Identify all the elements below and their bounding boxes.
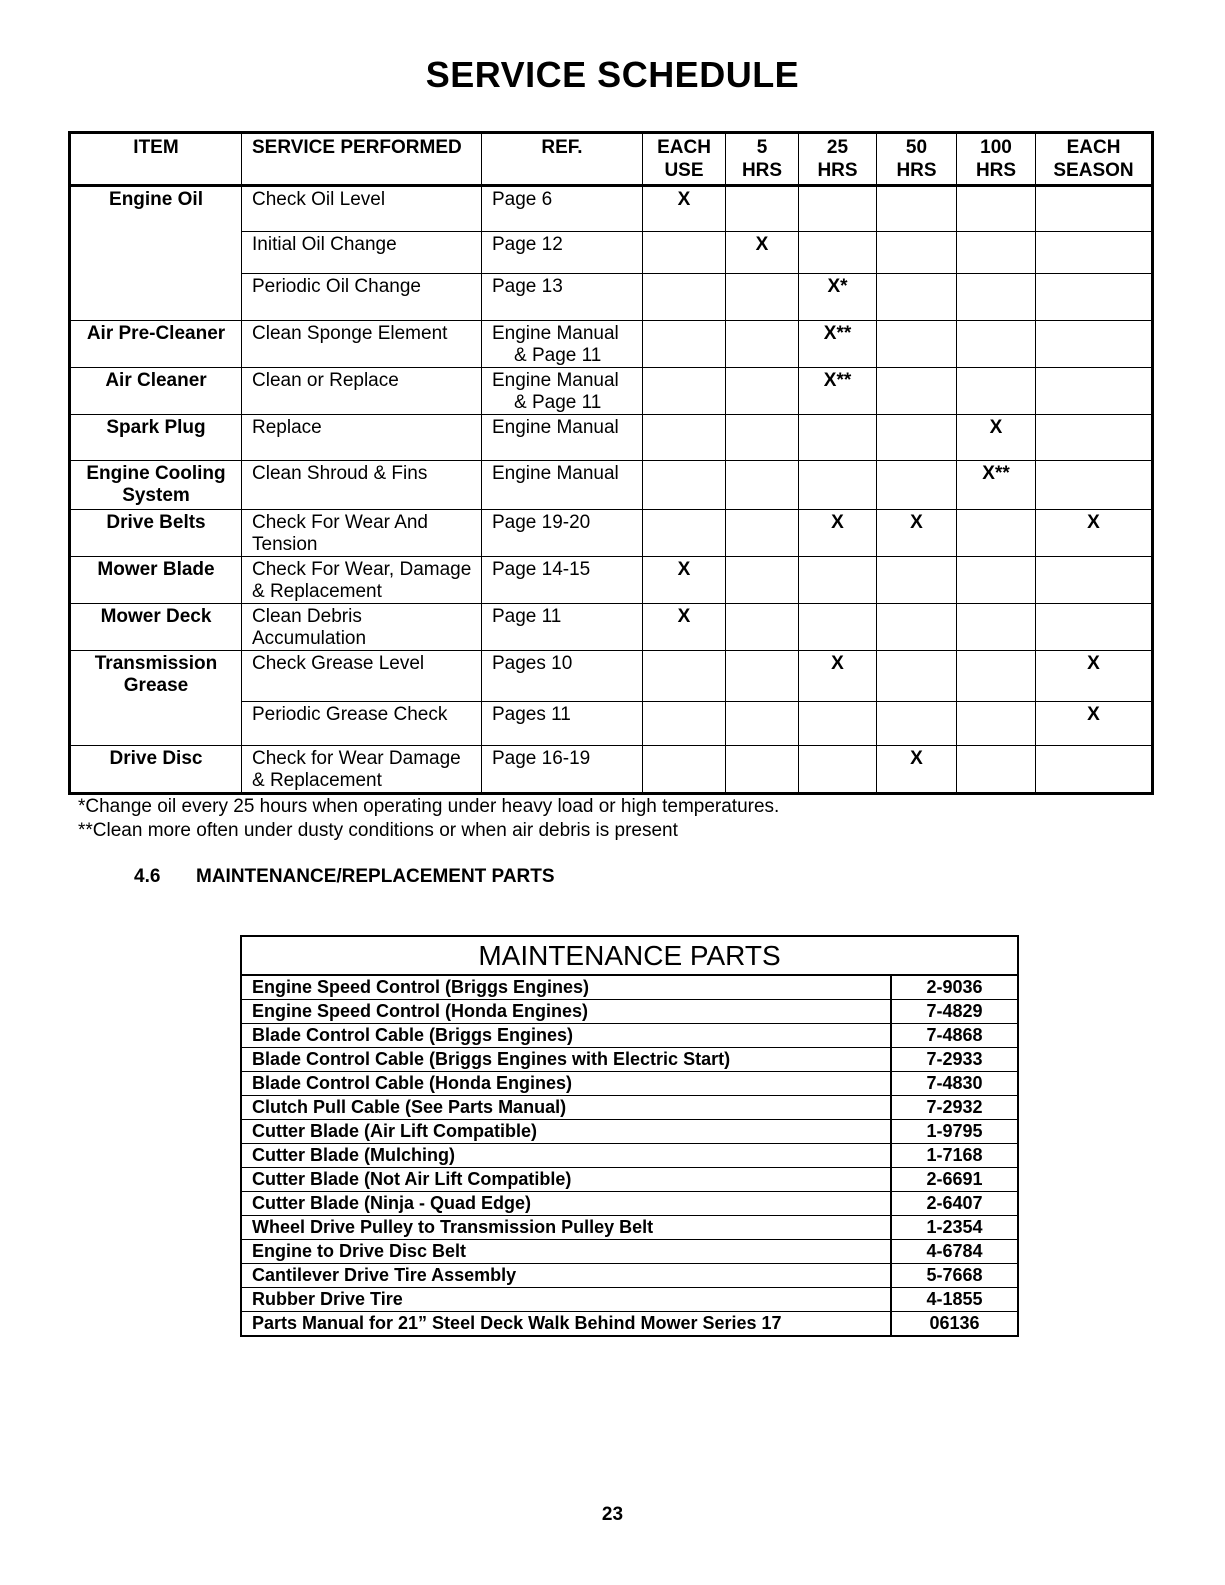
schedule-mark: [1036, 368, 1153, 415]
schedule-mark: [1036, 274, 1153, 321]
schedule-row: [70, 368, 1153, 415]
schedule-service: Periodic Grease Check: [242, 702, 482, 746]
schedule-mark: [799, 746, 877, 794]
parts-row: [241, 1168, 1018, 1192]
schedule-mark: [726, 274, 799, 321]
schedule-mark: [726, 702, 799, 746]
page-number: 23: [601, 1504, 624, 1525]
schedule-mark: [643, 232, 726, 274]
schedule-header-row: [70, 133, 1153, 186]
page-title: SERVICE SCHEDULE: [425, 54, 800, 95]
schedule-item: [70, 274, 242, 321]
header-line2: HRS: [741, 160, 783, 181]
schedule-ref-line1: Engine Manual: [492, 370, 619, 391]
schedule-ref: [482, 321, 643, 368]
footnote-clean: **Clean more often under dusty conditions or when air debris is present: [78, 820, 678, 841]
part-name: Cutter Blade (Not Air Lift Compatible): [241, 1168, 891, 1192]
schedule-row: [70, 232, 1153, 274]
schedule-mark: X: [799, 510, 877, 557]
schedule-ref-line1: Page 19-20: [492, 512, 591, 533]
header-line1: 50: [905, 137, 928, 158]
part-number: 7-4868: [891, 1024, 1018, 1048]
schedule-service: Clean Debris Accumulation: [242, 604, 482, 651]
schedule-ref: [482, 232, 643, 274]
schedule-ref-line1: Page 16-19: [492, 748, 591, 769]
schedule-mark: X**: [957, 461, 1036, 510]
schedule-mark: X**: [799, 368, 877, 415]
schedule-mark: X: [877, 746, 957, 794]
part-name: Cutter Blade (Mulching): [241, 1144, 891, 1168]
part-number: 4-1855: [891, 1288, 1018, 1312]
schedule-mark: [643, 415, 726, 461]
schedule-mark: [877, 321, 957, 368]
part-number: 7-2933: [891, 1048, 1018, 1072]
schedule-ref-line1: Pages 10: [492, 653, 573, 674]
part-number: 1-9795: [891, 1120, 1018, 1144]
header-line2: HRS: [817, 160, 858, 181]
schedule-service: Replace: [242, 415, 482, 461]
schedule-mark: X*: [799, 274, 877, 321]
parts-table-title: MAINTENANCE PARTS: [241, 936, 1018, 975]
schedule-ref-line1: Page 11: [492, 606, 562, 627]
schedule-item: Mower Blade: [70, 557, 242, 604]
schedule-mark: [877, 557, 957, 604]
schedule-mark: [643, 702, 726, 746]
schedule-service: Check for Wear Damage & Replacement: [242, 746, 482, 794]
footnote-oil: *Change oil every 25 hours when operating under heavy load or high temperatures.: [78, 796, 780, 817]
section-title: MAINTENANCE/REPLACEMENT PARTS: [196, 866, 555, 887]
schedule-mark: [877, 651, 957, 702]
parts-row: [241, 1048, 1018, 1072]
schedule-service: Clean or Replace: [242, 368, 482, 415]
service-schedule-table: [68, 131, 1154, 795]
schedule-mark: [957, 186, 1036, 232]
schedule-row: [70, 651, 1153, 702]
schedule-mark: [1036, 461, 1153, 510]
schedule-row: [70, 461, 1153, 510]
schedule-mark: [799, 415, 877, 461]
part-number: 1-7168: [891, 1144, 1018, 1168]
schedule-mark: X: [877, 510, 957, 557]
schedule-mark: [643, 510, 726, 557]
part-number: 2-9036: [891, 975, 1018, 1000]
part-number: 7-4829: [891, 1000, 1018, 1024]
schedule-mark: X: [643, 186, 726, 232]
header-line2: SEASON: [1053, 160, 1134, 181]
schedule-mark: [726, 186, 799, 232]
schedule-ref-line1: Page 13: [492, 276, 563, 297]
schedule-item: Mower Deck: [70, 604, 242, 651]
schedule-row: [70, 604, 1153, 651]
parts-row: [241, 1216, 1018, 1240]
schedule-mark: [643, 274, 726, 321]
header-line1: ITEM: [133, 137, 179, 158]
parts-row: [241, 1072, 1018, 1096]
schedule-service: Check For Wear And Tension: [242, 510, 482, 557]
schedule-mark: X: [1036, 651, 1153, 702]
schedule-ref: [482, 461, 643, 510]
header-line2: USE: [664, 160, 704, 181]
schedule-mark: [726, 510, 799, 557]
parts-row: [241, 975, 1018, 1000]
schedule-service: Initial Oil Change: [242, 232, 482, 274]
part-name: Blade Control Cable (Briggs Engines): [241, 1024, 891, 1048]
header-item: [70, 133, 242, 186]
schedule-mark: [726, 746, 799, 794]
schedule-mark: [1036, 746, 1153, 794]
schedule-mark: [957, 651, 1036, 702]
schedule-item: Transmission Grease: [70, 651, 242, 702]
schedule-service: Clean Shroud & Fins: [242, 461, 482, 510]
schedule-mark: [643, 746, 726, 794]
part-name: Cantilever Drive Tire Assembly: [241, 1264, 891, 1288]
schedule-mark: [957, 274, 1036, 321]
part-number: 2-6691: [891, 1168, 1018, 1192]
header-line1: EACH: [657, 137, 711, 158]
schedule-mark: [726, 461, 799, 510]
schedule-mark: X: [1036, 702, 1153, 746]
schedule-row: [70, 186, 1153, 232]
header-line2: HRS: [896, 160, 937, 181]
schedule-mark: [1036, 321, 1153, 368]
schedule-ref: [482, 274, 643, 321]
part-number: 4-6784: [891, 1240, 1018, 1264]
part-name: Engine Speed Control (Honda Engines): [241, 1000, 891, 1024]
schedule-ref-line1: Engine Manual: [492, 417, 619, 438]
schedule-row: [70, 510, 1153, 557]
schedule-ref: [482, 604, 643, 651]
schedule-ref-line1: Page 12: [492, 234, 563, 255]
schedule-mark: X: [1036, 510, 1153, 557]
parts-row: [241, 1240, 1018, 1264]
schedule-row: [70, 321, 1153, 368]
schedule-row: [70, 415, 1153, 461]
schedule-service: Clean Sponge Element: [242, 321, 482, 368]
schedule-mark: [726, 604, 799, 651]
schedule-mark: [643, 368, 726, 415]
schedule-mark: [799, 186, 877, 232]
parts-row: [241, 1288, 1018, 1312]
schedule-mark: X: [643, 557, 726, 604]
schedule-mark: [643, 651, 726, 702]
schedule-mark: [957, 746, 1036, 794]
header-each-use: [643, 133, 726, 186]
parts-row: [241, 1264, 1018, 1288]
part-name: Engine Speed Control (Briggs Engines): [241, 975, 891, 1000]
schedule-ref: [482, 557, 643, 604]
parts-row: [241, 1000, 1018, 1024]
part-number: 7-4830: [891, 1072, 1018, 1096]
schedule-row: [70, 557, 1153, 604]
header-line1: REF.: [541, 137, 583, 158]
schedule-mark: [957, 510, 1036, 557]
part-name: Cutter Blade (Air Lift Compatible): [241, 1120, 891, 1144]
part-name: Parts Manual for 21” Steel Deck Walk Behind Mower Series 17: [241, 1312, 891, 1337]
schedule-mark: [726, 415, 799, 461]
header-line1: SERVICE PERFORMED: [252, 137, 462, 158]
schedule-mark: [957, 604, 1036, 651]
schedule-ref-line1: Page 6: [492, 189, 553, 210]
schedule-mark: [643, 461, 726, 510]
header-50-hrs: [877, 133, 957, 186]
parts-row: [241, 1024, 1018, 1048]
part-number: 1-2354: [891, 1216, 1018, 1240]
schedule-ref: [482, 702, 643, 746]
schedule-row: [70, 274, 1153, 321]
schedule-mark: X: [643, 604, 726, 651]
schedule-ref: [482, 746, 643, 794]
part-name: Engine to Drive Disc Belt: [241, 1240, 891, 1264]
schedule-mark: [1036, 232, 1153, 274]
header-ref: [482, 133, 643, 186]
part-number: 5-7668: [891, 1264, 1018, 1288]
header-5-hrs: [726, 133, 799, 186]
schedule-mark: X: [957, 415, 1036, 461]
schedule-mark: [1036, 415, 1153, 461]
parts-row: [241, 1312, 1018, 1337]
header-line1: 100: [980, 137, 1012, 158]
parts-row: [241, 1096, 1018, 1120]
schedule-mark: [877, 415, 957, 461]
header-line1: 25: [826, 137, 849, 158]
schedule-item: Engine Oil: [70, 186, 242, 232]
schedule-ref-line2: & Page 11: [514, 345, 602, 366]
section-heading: [134, 866, 555, 888]
part-name: Wheel Drive Pulley to Transmission Pulley Belt: [241, 1216, 891, 1240]
schedule-mark: [957, 702, 1036, 746]
schedule-mark: [877, 461, 957, 510]
parts-row: [241, 1192, 1018, 1216]
parts-row: [241, 1120, 1018, 1144]
schedule-mark: [726, 321, 799, 368]
schedule-mark: [643, 321, 726, 368]
schedule-mark: [877, 186, 957, 232]
schedule-mark: X: [799, 651, 877, 702]
schedule-ref: [482, 415, 643, 461]
part-number: 7-2932: [891, 1096, 1018, 1120]
header-each-season: [1036, 133, 1153, 186]
schedule-item: Drive Disc: [70, 746, 242, 794]
schedule-item: Spark Plug: [70, 415, 242, 461]
schedule-item: Engine Cooling System: [70, 461, 242, 510]
schedule-item: Drive Belts: [70, 510, 242, 557]
schedule-mark: [1036, 604, 1153, 651]
schedule-mark: [799, 702, 877, 746]
schedule-mark: [957, 232, 1036, 274]
header-line1: EACH: [1066, 137, 1121, 158]
schedule-ref: [482, 651, 643, 702]
schedule-mark: [957, 557, 1036, 604]
schedule-ref-line1: Pages 11: [492, 704, 571, 725]
schedule-ref-line1: Engine Manual: [492, 463, 619, 484]
header-100-hrs: [957, 133, 1036, 186]
header-service: [242, 133, 482, 186]
schedule-row: [70, 702, 1153, 746]
schedule-mark: [799, 232, 877, 274]
schedule-mark: [799, 461, 877, 510]
schedule-service: Periodic Oil Change: [242, 274, 482, 321]
header-line1: 5: [756, 137, 768, 158]
schedule-ref: [482, 368, 643, 415]
schedule-service: Check Oil Level: [242, 186, 482, 232]
schedule-ref: [482, 510, 643, 557]
schedule-mark: [726, 557, 799, 604]
schedule-ref: [482, 186, 643, 232]
schedule-ref-line2: & Page 11: [514, 392, 602, 413]
schedule-mark: [877, 274, 957, 321]
schedule-mark: [726, 368, 799, 415]
schedule-mark: [1036, 557, 1153, 604]
part-name: Cutter Blade (Ninja - Quad Edge): [241, 1192, 891, 1216]
part-number: 06136: [891, 1312, 1018, 1337]
schedule-row: [70, 746, 1153, 794]
part-name: Clutch Pull Cable (See Parts Manual): [241, 1096, 891, 1120]
schedule-mark: [957, 368, 1036, 415]
part-name: Blade Control Cable (Briggs Engines with Electric Start): [241, 1048, 891, 1072]
header-line2: HRS: [975, 160, 1017, 181]
schedule-mark: [726, 651, 799, 702]
schedule-mark: [877, 368, 957, 415]
part-number: 2-6407: [891, 1192, 1018, 1216]
header-25-hrs: [799, 133, 877, 186]
schedule-mark: [877, 604, 957, 651]
schedule-service: Check For Wear, Damage & Replacement: [242, 557, 482, 604]
part-name: Blade Control Cable (Honda Engines): [241, 1072, 891, 1096]
section-number: 4.6: [134, 866, 161, 887]
schedule-ref-line1: Page 14-15: [492, 559, 591, 580]
schedule-mark: [877, 232, 957, 274]
schedule-mark: [1036, 186, 1153, 232]
part-name: Rubber Drive Tire: [241, 1288, 891, 1312]
maintenance-parts-table: [240, 935, 1019, 1337]
schedule-item: [70, 702, 242, 746]
schedule-mark: [877, 702, 957, 746]
schedule-item: Air Cleaner: [70, 368, 242, 415]
schedule-mark: X: [726, 232, 799, 274]
schedule-mark: [799, 604, 877, 651]
schedule-item: [70, 232, 242, 274]
schedule-mark: [957, 321, 1036, 368]
schedule-service: Check Grease Level: [242, 651, 482, 702]
parts-row: [241, 1144, 1018, 1168]
schedule-item: Air Pre-Cleaner: [70, 321, 242, 368]
schedule-mark: [799, 557, 877, 604]
schedule-ref-line1: Engine Manual: [492, 323, 619, 344]
schedule-mark: X**: [799, 321, 877, 368]
